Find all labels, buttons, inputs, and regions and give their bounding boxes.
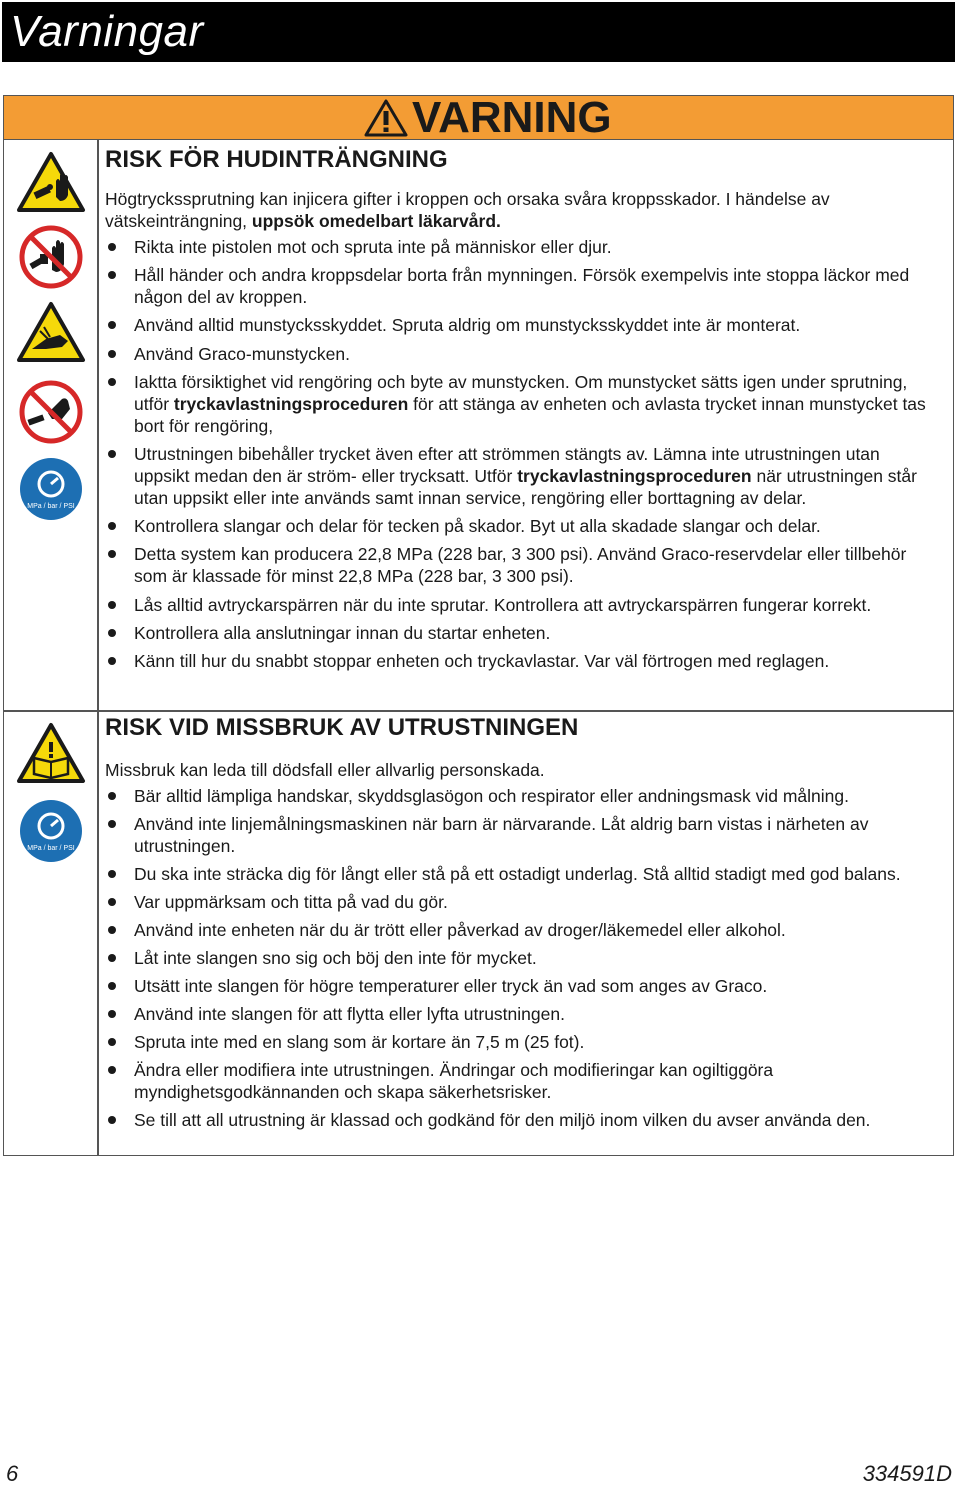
bullet-list	[105, 236, 940, 672]
list-item-text: när utrustningen står utan uppsikt eller inte används samt innan service, rengöring eller borttagning av delar.	[134, 465, 917, 508]
list-item	[105, 543, 940, 587]
list-item-text: Se till att all utrustning är klassad och godkänd för den miljö inom vilken du avser använda den.	[134, 1110, 871, 1130]
list-item-text: Håll händer och andra kroppsdelar borta från mynningen. Försök exempelvis inte stoppa läckor med någon del av kroppen.	[134, 265, 910, 308]
no-spray-at-body-icon	[18, 379, 84, 445]
list-item	[105, 891, 940, 913]
list-item-text: Iaktta försiktighet vid rengöring och byte av munstycken. Om munstycket sätts igen under sprutning, utför	[134, 371, 908, 414]
warning-triangle-icon	[364, 99, 408, 137]
list-item	[105, 813, 940, 857]
list-item-text: Var uppmärksam och titta på vad du gör.	[134, 892, 448, 912]
list-item-bold-text: tryckavlastningsproceduren	[173, 393, 409, 414]
pressure-badge-label: MPa / bar / PSI	[27, 845, 75, 852]
pressure-badge-label: MPa / bar / PSI	[27, 503, 75, 510]
bullet-list	[105, 785, 940, 1131]
intro-bold-text: uppsök omedelbart läkarvård.	[251, 211, 501, 231]
pressure-relief-icon	[18, 456, 84, 522]
list-item	[105, 314, 940, 336]
list-item-text: Bär alltid lämpliga handskar, skyddsglasögon och respirator eller andningsmask vid målning.	[134, 786, 849, 806]
list-item-text: Lås alltid avtryckarspärren när du inte sprutar. Kontrollera att avtryckarspärren fungerar korrekt.	[134, 594, 872, 615]
list-item	[105, 1031, 940, 1053]
list-item	[105, 1003, 940, 1025]
list-item	[105, 650, 940, 672]
list-item-text: Använd alltid munstycksskyddet. Spruta aldrig om munstycksskyddet inte är monterat.	[134, 315, 801, 336]
list-item	[105, 1059, 940, 1103]
list-item	[105, 264, 940, 308]
list-item	[105, 919, 940, 941]
document-number: 334591D	[862, 1461, 952, 1486]
section-intro	[105, 759, 940, 781]
list-item-bold-text: tryckavlastningsproceduren	[517, 465, 752, 486]
list-item-text: Ändra eller modifiera inte utrustningen. Ändringar och modifieringar kan ogiltiggöra myndighetsgodkännanden och skapa säkerhetsrisker.	[134, 1060, 774, 1102]
list-item	[105, 1109, 940, 1131]
no-hand-on-tip-icon	[18, 224, 84, 290]
list-item-text: Du ska inte sträcka dig för långt eller stå på ett ostadigt underlag. Stå alltid stadigt med god balans.	[134, 864, 901, 884]
list-item	[105, 443, 940, 509]
list-item	[105, 515, 940, 537]
intro-text: Högtryckssprutning kan injicera gifter i kroppen och orsaka svåra kroppsskador. I händelse av vätskeinträngning,	[105, 189, 830, 231]
list-item	[105, 947, 940, 969]
section-divider	[4, 710, 953, 712]
list-item-text: Kontrollera slangar och delar för tecken på skador. Byt ut alla skadade slangar och delar.	[134, 516, 821, 537]
section-intro	[105, 188, 940, 232]
list-item-text: Spruta inte med en slang som är kortare än 7,5 m (25 fot).	[134, 1032, 585, 1052]
section-heading: RISK FÖR HUDINTRÄNGNING	[105, 146, 448, 173]
warning-header	[4, 93, 953, 142]
page-number: 6	[6, 1461, 19, 1486]
section-skin-injection	[105, 146, 940, 672]
warning-header-label: VARNING	[412, 93, 612, 142]
list-item	[105, 785, 940, 807]
list-item-text: Känn till hur du snabbt stoppar enheten och tryckavlastar. Var väl förtrogen med reglagen.	[134, 650, 830, 671]
pressure-relief-icon	[18, 798, 84, 864]
section-heading: RISK VID MISSBRUK AV UTRUSTNINGEN	[105, 714, 579, 741]
list-item	[105, 594, 940, 616]
list-item	[105, 622, 940, 644]
intro-text: Missbruk kan leda till dödsfall eller allvarlig personskada.	[105, 760, 545, 780]
list-item	[105, 863, 940, 885]
list-item	[105, 236, 940, 258]
page-title: Varningar	[2, 2, 955, 62]
list-item-text: Utsätt inte slangen för högre temperaturer eller tryck än vad som anges av Graco.	[134, 976, 768, 996]
list-item-text: Använd inte slangen för att flytta eller lyfta utrustningen.	[134, 1004, 565, 1024]
list-item-text: Rikta inte pistolen mot och spruta inte på människor eller djur.	[134, 237, 612, 257]
injection-hazard-icon	[16, 151, 86, 213]
list-item-text: Kontrollera alla anslutningar innan du startar enheten.	[134, 622, 551, 643]
section-equipment-misuse	[105, 714, 940, 1131]
list-item-text: Använd inte linjemålningsmaskinen när barn är närvarande. Låt aldrig barn vistas i närheten av utrustningen.	[134, 814, 869, 856]
list-item	[105, 343, 940, 365]
skin-injection-warning-icon	[16, 301, 86, 363]
list-item-text: Utrustningen bibehåller trycket även efter att strömmen stängts av. Lämna inte utrustningen utan uppsikt medan den är ström- eller trycksatt. Utför	[134, 443, 880, 486]
list-item	[105, 371, 940, 437]
list-item	[105, 975, 940, 997]
read-manual-warning-icon	[16, 722, 86, 784]
list-item-text: Detta system kan producera 22,8 MPa (228 bar, 3 300 psi). Använd Graco-reservdelar eller tillbehör som är klassade för minst 22,8 MPa (228 bar, 3 300 psi).	[134, 544, 907, 587]
list-item-text: Använd Graco-munstycken.	[134, 343, 350, 364]
list-item-text: Använd inte enheten när du är trött eller påverkad av droger/läkemedel eller alkohol.	[134, 920, 786, 940]
list-item-text: för att stänga av enheten och avlasta trycket innan munstycket tas bort för rengöring,	[134, 393, 926, 436]
icon-column-divider	[97, 140, 99, 1155]
list-item-text: Låt inte slangen sno sig och böj den inte för mycket.	[134, 948, 537, 968]
